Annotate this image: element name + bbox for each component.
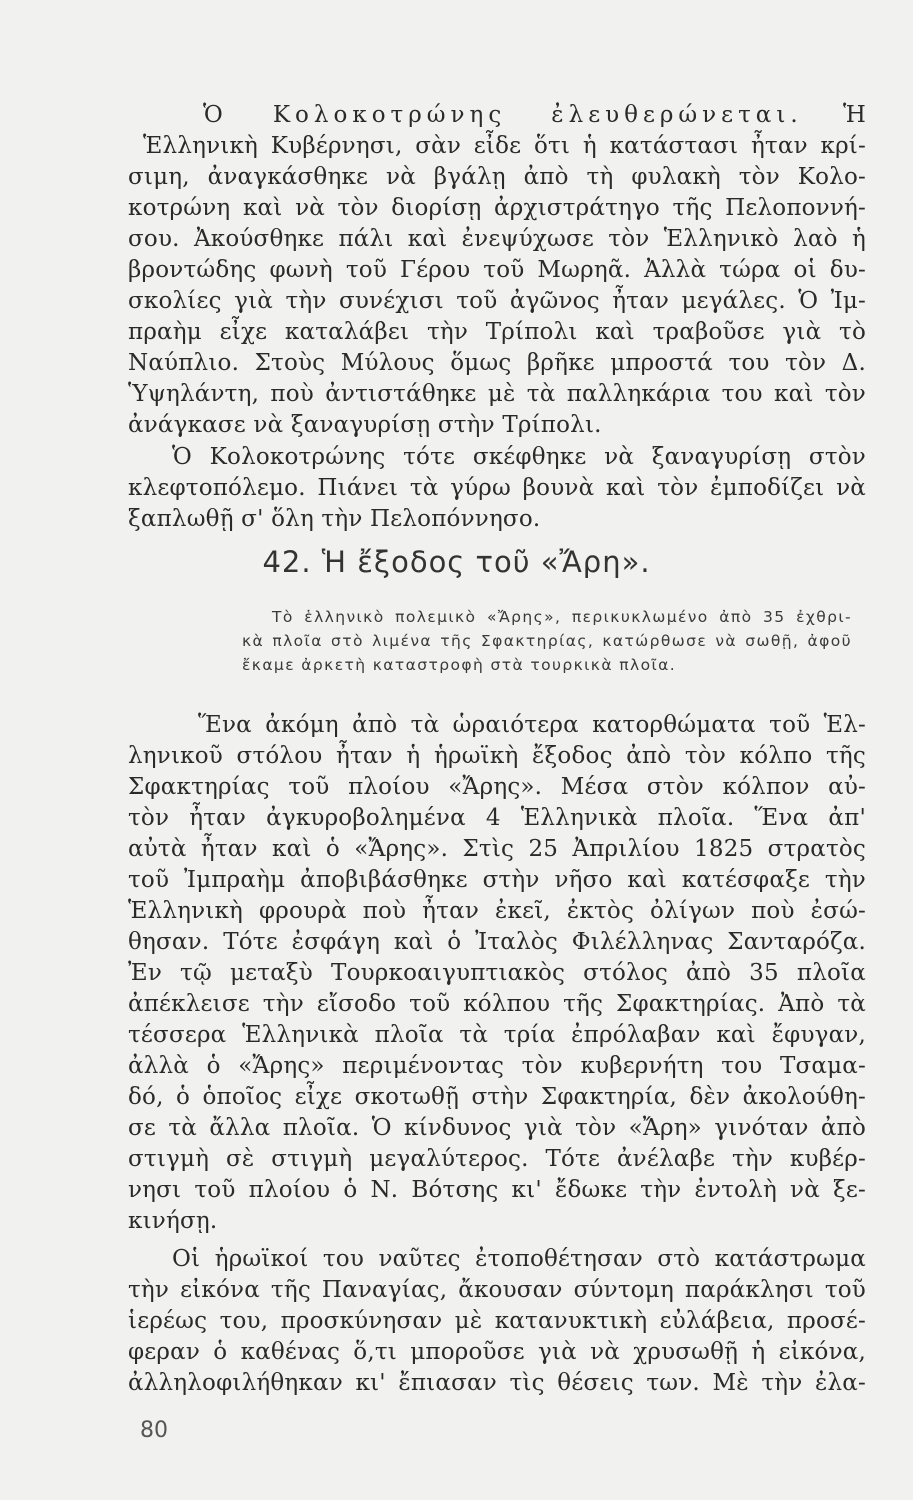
text-line: Ναύπλιο. Στοὺς Μύλους ὅμως βρῆκε μπροστά του τὸν Δ. [128,350,866,376]
text-line: δό, ὁ ὁποῖος εἶχε σκοτωθῇ στὴν Σφακτηρία, δὲν ἀκολούθη- [128,1084,866,1110]
text-line: Ἐν τῷ μεταξὺ Τουρκοαιγυπτιακὸς στόλος ἀπὸ 35 πλοῖα [128,960,866,986]
text-line: σου. Ἀκούσθηκε πάλι καὶ ἐνεψύχωσε τὸν Ἑλληνικὸ λαὸ ἡ [128,226,866,252]
text-line: φεραν ὁ καθένας ὅ,τι μποροῦσε γιὰ νὰ χρυσωθῇ ἡ εἰκόνα, [128,1339,866,1365]
text-line: πραὴμ εἶχε καταλάβει τὴν Τρίπολι καὶ τραβοῦσε γιὰ τὸ [128,319,866,345]
text-line: στιγμὴ σὲ στιγμὴ μεγαλύτερος. Τότε ἀνέλαβε τὴν κυβέρ- [128,1146,866,1172]
text-line: σιμη, ἀναγκάσθηκε νὰ βγάλῃ ἀπὸ τὴ φυλακὴ τὸν Κολο- [128,164,866,190]
text-line: Σφακτηρίας τοῦ πλοίου «Ἄρης». Μέσα στὸν κόλπον αὐ- [128,774,866,800]
text-line: κινήσῃ. [128,1208,218,1234]
text-line: ληνικοῦ στόλου ἦταν ἡ ἡρωϊκὴ ἔξοδος ἀπὸ τὸν κόλπο τῆς [128,743,866,769]
text-line: Ὁ Κολοκοτρώνης τότε σκέφθηκε νὰ ξαναγυρίσῃ στὸν [172,444,866,470]
text-line: ἀπέκλεισε τὴν εἴσοδο τοῦ κόλπου τῆς Σφακτηρίας. Ἀπὸ τὰ [128,991,866,1017]
text-line: Ὑψηλάντη, ποὺ ἀντιστάθηκε μὲ τὰ παλληκάρια του καὶ τὸν [128,381,866,407]
text-line: κλεφτοπόλεμο. Πιάνει τὰ γύρω βουνὰ καὶ τὸν ἐμποδίζει νὰ [128,475,866,501]
section-lead: Ὁ Κολοκοτρώνης ἐλευθερώνεται. [203,102,803,128]
page-number: 80 [140,1418,168,1443]
text-line: ξαπλωθῇ σ' ὅλη τὴν Πελοπόννησο. [128,506,541,532]
text-line: Ἑλληνικὴ φρουρὰ ποὺ ἦταν ἐκεῖ, ἐκτὸς ὀλίγων ποὺ ἐσώ- [128,898,866,924]
section-summary-line: κὰ πλοῖα στὸ λιμένα τῆς Σφακτηρίας, κατώρθωσε νὰ σωθῇ, ἀφοῦ [242,632,852,650]
text-line: τοῦ Ἰμπραὴμ ἀποβιβάσθηκε στὴν νῆσο καὶ κατέσφαξε τὴν [128,867,866,893]
text-line: Ἑλληνικὴ Κυβέρνησι, σὰν εἶδε ὅτι ἡ κατάστασι ἦταν κρί- [143,133,866,159]
section-summary-line: ἔκαμε ἀρκετὴ καταστροφὴ στὰ τουρκικὰ πλοῖα. [242,656,677,674]
text-line: βροντώδης φωνὴ τοῦ Γέρου τοῦ Μωρηᾶ. Ἀλλὰ τώρα οἱ δυ- [128,257,866,283]
text-line: νησι τοῦ πλοίου ὁ Ν. Βότσης κι' ἔδωκε τὴν ἐντολὴ νὰ ξε- [128,1177,866,1203]
text-line: ἀλληλοφιλήθηκαν κι' ἔπιασαν τὶς θέσεις των. Μὲ τὴν ἐλα- [128,1370,866,1396]
text-line: κοτρώνη καὶ νὰ τὸν διορίσῃ ἀρχιστράτηγο τῆς Πελοποννή- [128,195,866,221]
text-line: σε τὰ ἄλλα πλοῖα. Ὁ κίνδυνος γιὰ τὸν «Ἄρη» γινόταν ἀπὸ [128,1115,866,1141]
text-line: ἱερέως του, προσκύνησαν μὲ κατανυκτικὴ εὐλάβεια, προσέ- [128,1308,866,1334]
text-line [203,100,866,131]
text-line: τέσσερα Ἑλληνικὰ πλοῖα τὰ τρία ἐπρόλαβαν καὶ ἔφυγαν, [128,1022,866,1048]
text-line: τὸν ἦταν ἀγκυροβολημένα 4 Ἑλληνικὰ πλοῖα. Ἕνα ἀπ' [128,805,866,831]
text-line: Οἱ ἡρωϊκοί του ναῦτες ἐτοποθέτησαν στὸ κατάστρωμα [172,1246,866,1272]
line-fragment: Ἡ [842,102,867,128]
text-line: θησαν. Τότε ἐσφάγη καὶ ὁ Ἰταλὸς Φιλέλληνας Σανταρόζα. [128,929,866,955]
section-heading: 42. Ἡ ἔξοδος τοῦ «Ἄρη». [262,545,651,579]
text-line: ἀλλὰ ὁ «Ἄρης» περιμένοντας τὸν κυβερνήτη του Τσαμα- [128,1053,866,1079]
text-line: τὴν εἰκόνα τῆς Παναγίας, ἄκουσαν σύντομη παράκλησι τοῦ [128,1277,866,1303]
text-line: Ἕνα ἀκόμη ἀπὸ τὰ ὡραιότερα κατορθώματα τοῦ Ἑλ- [198,712,866,738]
text-line: ἀνάγκασε νὰ ξαναγυρίσῃ στὴν Τρίπολι. [128,412,602,438]
text-line: σκολίες γιὰ τὴν συνέχισι τοῦ ἀγῶνος ἦταν μεγάλες. Ὁ Ἰμ- [128,288,866,314]
section-summary-line: Τὸ ἑλληνικὸ πολεμικὸ «Ἄρης», περικυκλωμένο ἀπὸ 35 ἐχθρι- [272,608,852,626]
text-line: αὐτὰ ἦταν καὶ ὁ «Ἄρης». Στὶς 25 Ἀπριλίου 1825 στρατὸς [128,836,866,862]
